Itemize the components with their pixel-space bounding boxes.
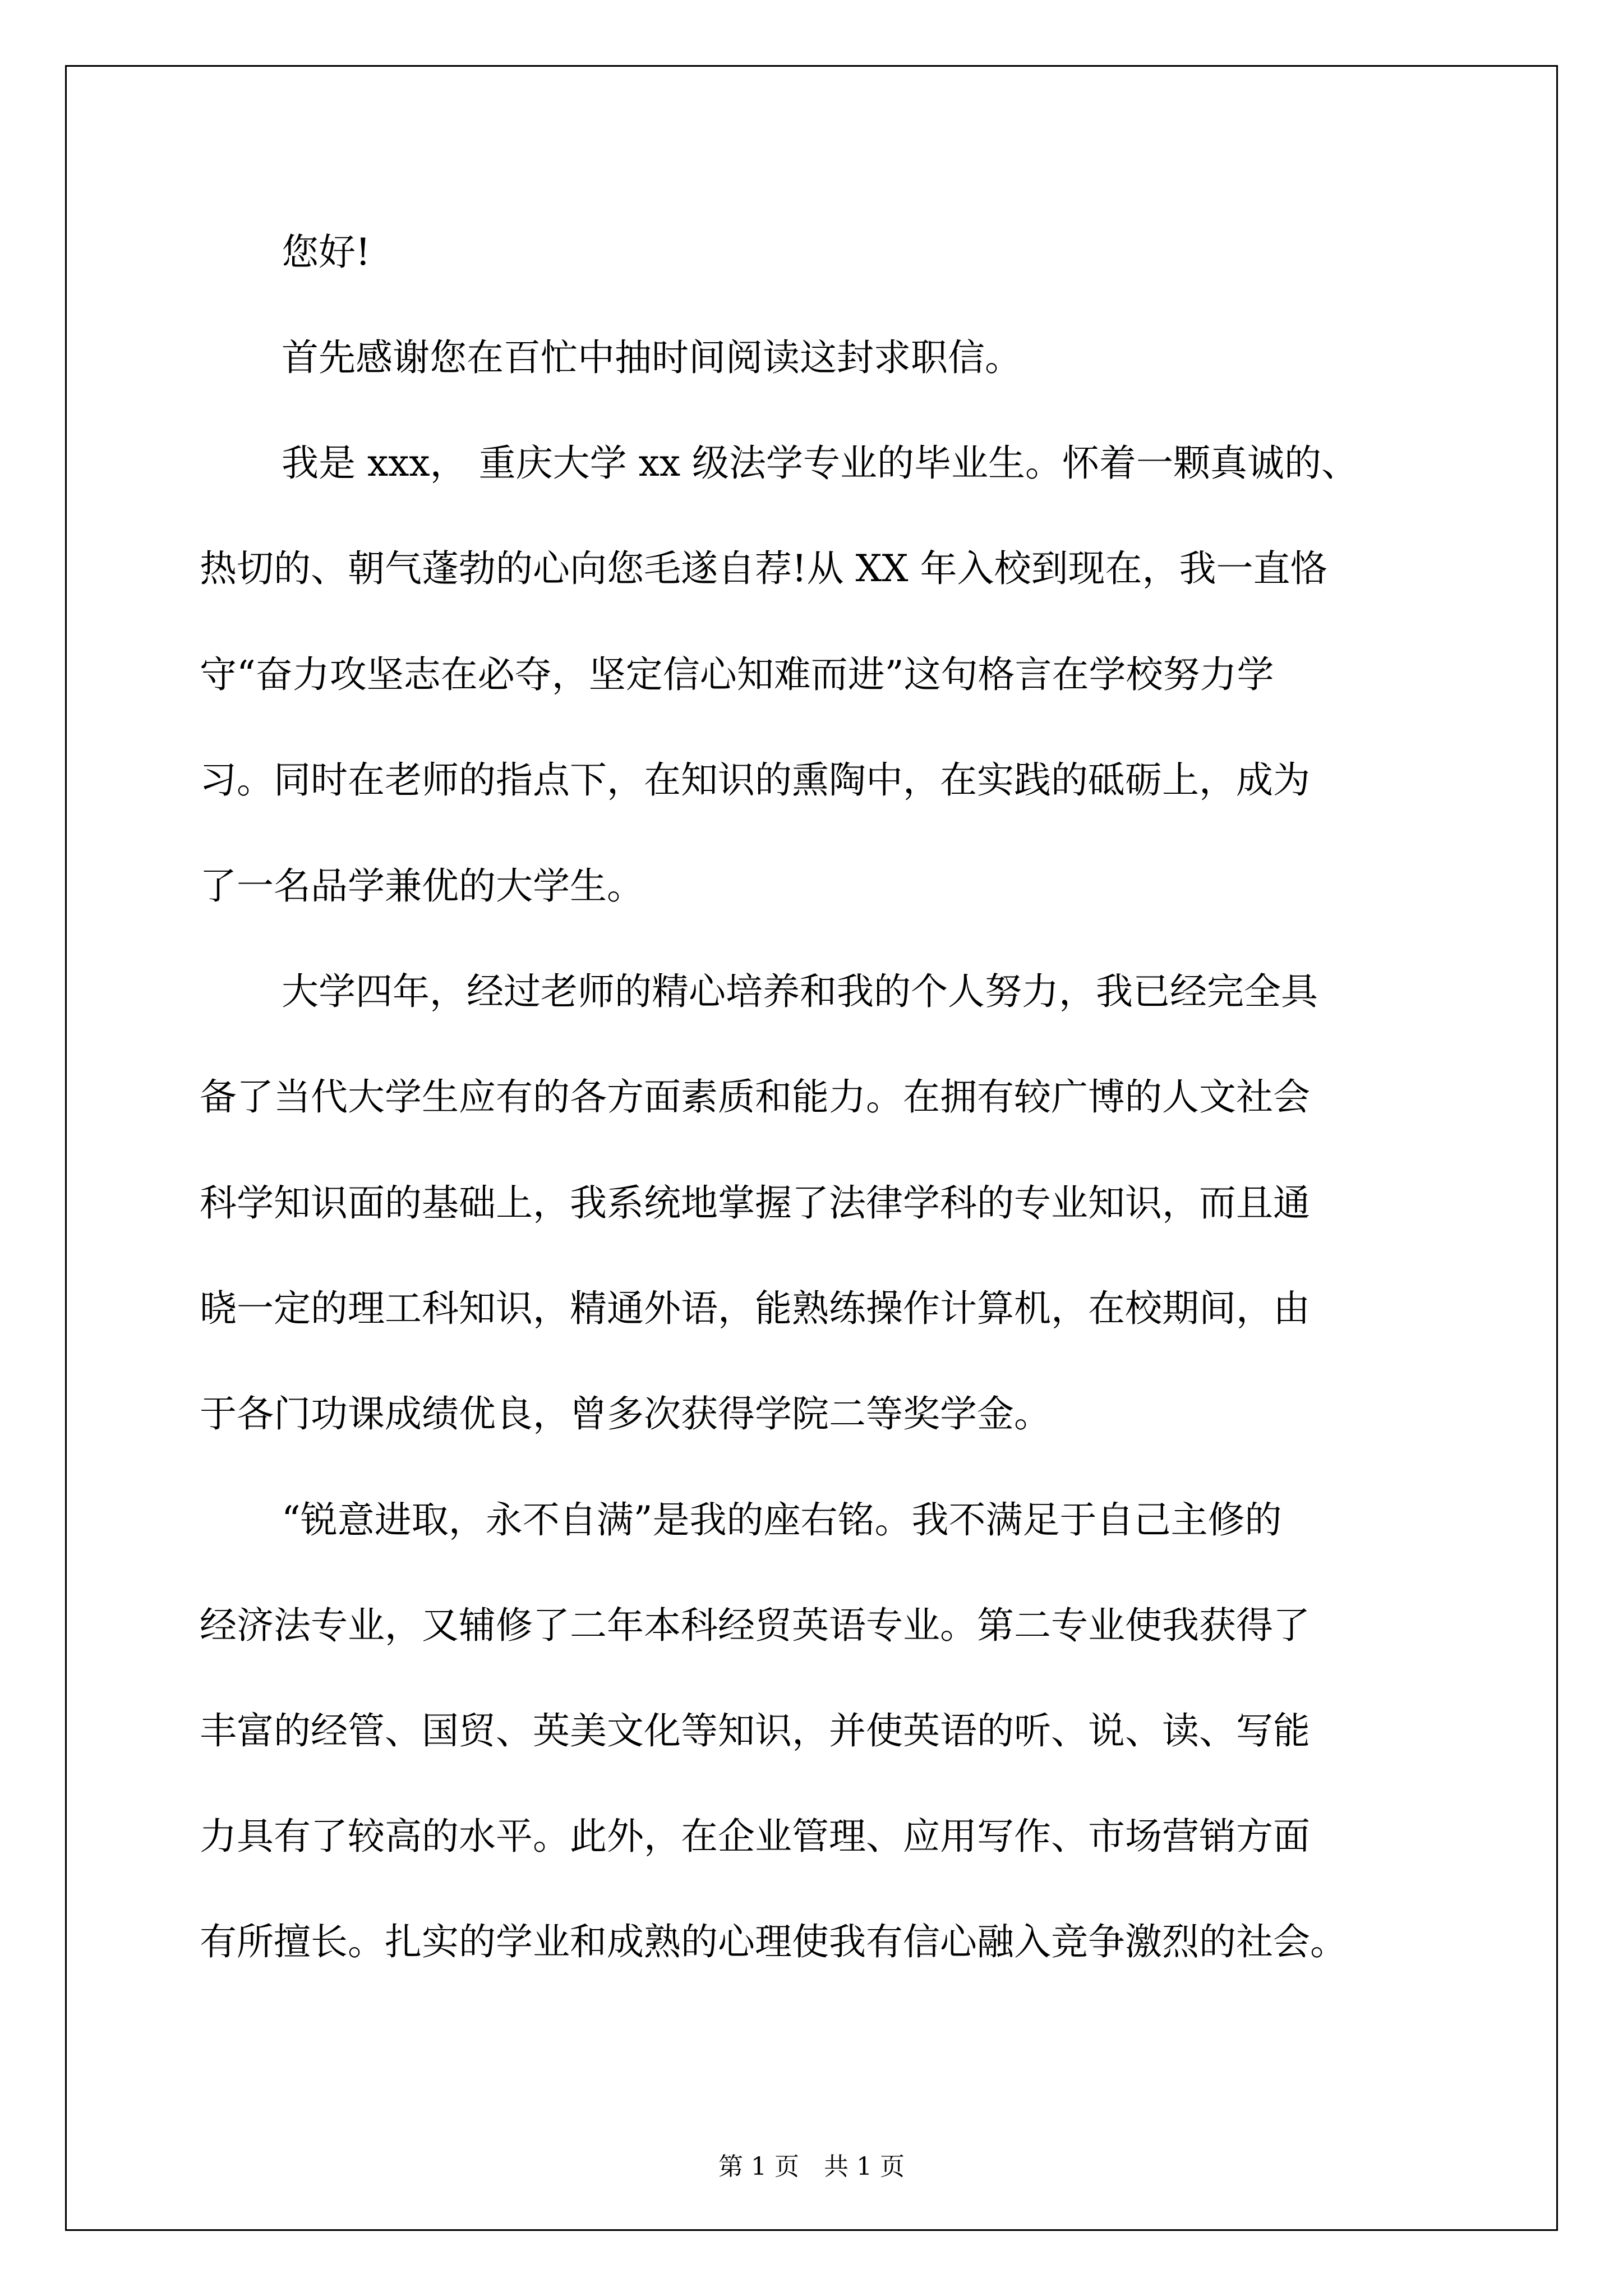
paragraph-3-line-5: 于各门功课成绩优良，曾多次获得学院二等奖学金。 [200,1392,1051,1435]
paragraph-1-line-1: 首先感谢您在百忙中抽时间阅读这封求职信。 [282,336,1022,379]
paragraph-3-line-2: 备了当代大学生应有的各方面素质和能力。在拥有较广博的人文社会 [200,1075,1310,1119]
paragraph-2-line-3: 守“奋力攻坚志在必夺，坚定信心知难而进”这句格言在学校努力学 [200,653,1274,696]
paragraph-3-line-1: 大学四年，经过老师的精心培养和我的个人努力，我已经完全具 [282,970,1318,1013]
paragraph-4-line-3: 丰富的经管、国贸、英美文化等知识，并使英语的听、说、读、写能 [200,1709,1310,1752]
paragraph-4-line-2: 经济法专业，又辅修了二年本科经贸英语专业。第二专业使我获得了 [200,1604,1310,1647]
paragraph-4-line-1: “锐意进取，永不自满”是我的座右铭。我不满足于自己主修的 [282,1498,1282,1542]
paragraph-3-line-4: 晓一定的理工科知识，精通外语，能熟练操作计算机，在校期间，由 [200,1287,1310,1330]
paragraph-4-line-5: 有所擅长。扎实的学业和成熟的心理使我有信心融入竞争激烈的社会。 [200,1920,1347,1963]
paragraph-2-line-1: 我是 xxx， 重庆大学 xx 级法学专业的毕业生。怀着一颗真诚的、 [282,441,1359,485]
paragraph-2-line-2: 热切的、朝气蓬勃的心向您毛遂自荐!从 XX 年入校到现在，我一直恪 [200,547,1327,590]
paragraph-2-line-5: 了一名品学兼优的大学生。 [200,864,644,908]
paragraph-2-line-4: 习。同时在老师的指点下，在知识的熏陶中，在实践的砥砺上，成为 [200,758,1310,802]
greeting: 您好! [282,231,371,274]
page-border [65,65,1558,2231]
paragraph-4-line-4: 力具有了较高的水平。此外，在企业管理、应用写作、市场营销方面 [200,1815,1310,1858]
page-number-footer: 第 1 页 共 1 页 [718,2152,905,2181]
paragraph-3-line-3: 科学知识面的基础上，我系统地掌握了法律学科的专业知识，而且通 [200,1181,1310,1225]
